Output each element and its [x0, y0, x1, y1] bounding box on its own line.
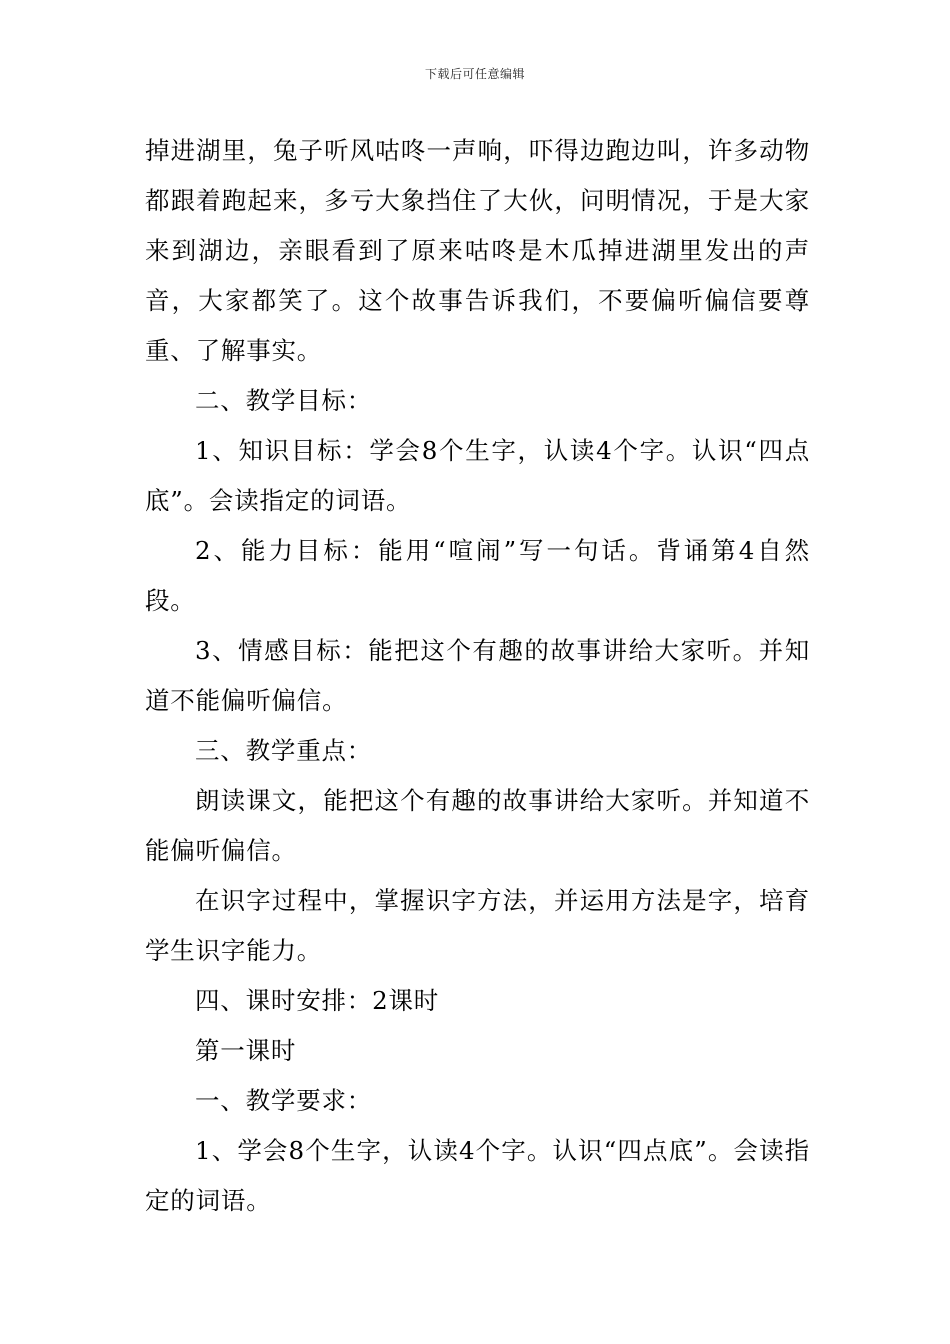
heading-teaching-goals: 二、教学目标： [195, 386, 373, 415]
heading-teaching-requirements: 一、教学要求： [195, 1086, 373, 1115]
page-header: 下载后可任意编辑 [424, 67, 525, 81]
paragraph-requirement-1: 1、学会8个生字，认读4个字。认识“四点底”。会读指定的词语。 [145, 1136, 810, 1215]
heading-teaching-focus: 三、教学重点： [195, 736, 373, 765]
document-body [145, 126, 810, 1226]
paragraph-story-summary: 掉进湖里，兔子听风咕咚一声响，吓得边跑边叫，许多动物都跟着跑起来，多亏大象挡住了大伙，问明情况，于是大家来到湖边，亲眼看到了原来咕咚是木瓜掉进湖里发出的声音，大家都笑了。这个故事告诉我们，不要偏听偏信要尊重、了解事实。 [145, 136, 810, 365]
paragraph-emotion-goal: 3、情感目标：能把这个有趣的故事讲给大家听。并知道不能偏听偏信。 [145, 636, 810, 715]
paragraph-knowledge-goal: 1、知识目标：学会8个生字，认读4个字。认识“四点底”。会读指定的词语。 [145, 436, 810, 515]
heading-lesson-schedule: 四、课时安排：2课时 [195, 986, 440, 1015]
paragraph-focus-literacy: 在识字过程中，掌握识字方法，并运用方法是字，培育学生识字能力。 [145, 886, 810, 965]
paragraph-ability-goal: 2、能力目标：能用“喧闹”写一句话。背诵第4自然段。 [145, 536, 810, 615]
paragraph-focus-reading: 朗读课文，能把这个有趣的故事讲给大家听。并知道不能偏听偏信。 [145, 786, 810, 865]
heading-first-lesson: 第一课时 [195, 1036, 297, 1065]
